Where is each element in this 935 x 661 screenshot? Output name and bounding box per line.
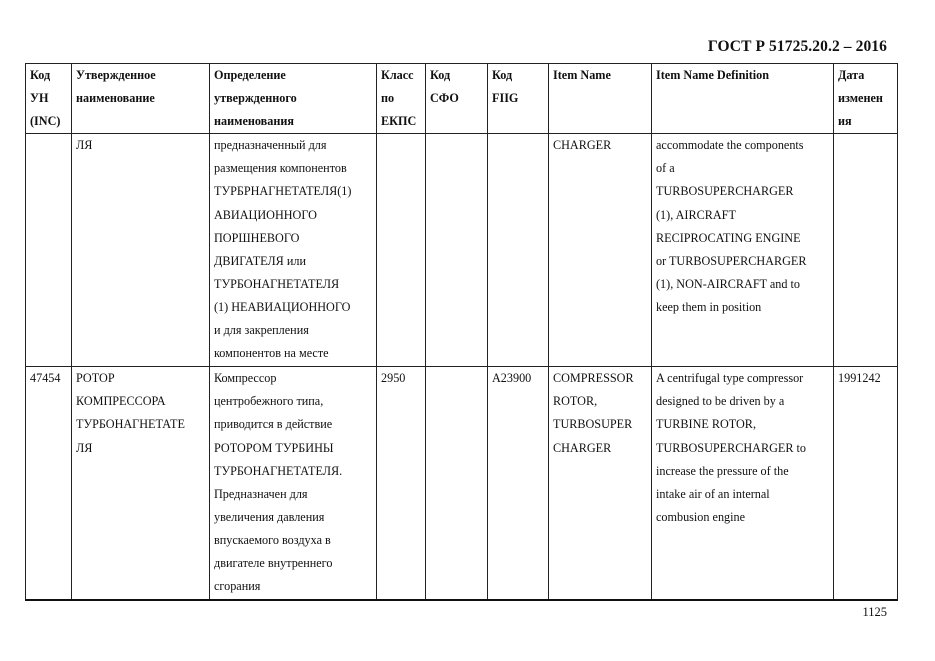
cell-line: RECIPROCATING ENGINE (656, 230, 801, 245)
column-header-ekps-class (377, 64, 426, 134)
cell-line: (1), NON-AIRCRAFT and to (656, 276, 800, 291)
cell-line: двигателе внутреннего (214, 556, 333, 571)
table-header-row (26, 64, 898, 134)
cell-line: ROTOR, (553, 394, 598, 409)
cell-line: 47454 (30, 371, 61, 386)
cell-line: combusion engine (656, 509, 746, 524)
column-header-line: Утвержденное (76, 68, 156, 82)
cell-line: и для закрепления (214, 323, 309, 338)
cell-line: TURBOSUPER (553, 417, 633, 432)
column-header-line: Код (30, 68, 51, 82)
cell-line: ТУРБОНАГНЕТАТЕЛЯ. (214, 463, 343, 478)
column-header-line: утвержденного (214, 91, 297, 106)
cell-line: of a (656, 161, 675, 176)
cell-line: CHARGER (553, 440, 612, 455)
cell-approved-name (72, 367, 210, 601)
column-header-line: Item Name Definition (656, 68, 770, 82)
cell-definition (210, 367, 377, 601)
cell-change-date (834, 134, 898, 367)
cell-item-name-definition (652, 367, 834, 601)
cell-ekps-class (377, 134, 426, 367)
cell-line: (1) НЕАВИАЦИОННОГО (214, 299, 351, 314)
column-header-line: ия (838, 114, 852, 129)
cell-line: 2950 (381, 371, 406, 386)
cell-fiig-code (488, 367, 549, 601)
cell-line: предназначенный для (214, 138, 327, 153)
cell-line: РОТОРОМ ТУРБИНЫ (214, 440, 334, 455)
column-header-line: Код (430, 68, 451, 82)
column-header-line: Класс (381, 68, 414, 82)
cell-line: размещения компонентов (214, 161, 347, 176)
column-header-change-date (834, 64, 898, 134)
cell-line: A23900 (492, 371, 532, 386)
column-header-sfo-code (426, 64, 488, 134)
column-header-item-name-definition (652, 64, 834, 134)
cell-line: компонентов на месте (214, 346, 329, 361)
cell-line: increase the pressure of the (656, 463, 789, 478)
column-header-line: (INC) (30, 114, 61, 129)
column-header-line: изменен (838, 91, 883, 106)
cell-line: ПОРШНЕВОГО (214, 230, 300, 245)
column-header-line: наименование (76, 91, 155, 106)
column-header-line: Код (492, 68, 513, 82)
cell-sfo-code (426, 367, 488, 601)
cell-approved-name (72, 134, 210, 367)
cell-line: A centrifugal type compressor (656, 371, 804, 386)
column-header-line: по (381, 91, 395, 106)
cell-fiig-code (488, 134, 549, 367)
table-row (26, 367, 898, 601)
column-header-line: УН (30, 91, 49, 106)
cell-line: accommodate the components (656, 138, 804, 153)
column-header-item-name (549, 64, 652, 134)
cell-line: ТУРБРНАГНЕТАТЕЛЯ(1) (214, 184, 352, 199)
cell-line: 1991242 (838, 371, 881, 386)
cell-line: (1), AIRCRAFT (656, 207, 736, 222)
cell-line: COMPRESSOR (553, 371, 634, 386)
cell-definition (210, 134, 377, 367)
cell-line: КОМПРЕССОРА (76, 394, 166, 409)
cell-line: ДВИГАТЕЛЯ или (214, 253, 306, 268)
column-header-line: ЕКПС (381, 114, 417, 129)
catalog-table (25, 63, 898, 601)
cell-line: ЛЯ (76, 440, 93, 455)
cell-line: Компрессор (214, 371, 277, 386)
cell-line: or TURBOSUPERCHARGER (656, 253, 807, 268)
table-row (26, 134, 898, 367)
cell-item-name-definition (652, 134, 834, 367)
column-header-definition (210, 64, 377, 134)
cell-line: приводится в действие (214, 417, 333, 432)
column-header-line: наименования (214, 114, 294, 129)
cell-line: увеличения давления (214, 509, 325, 524)
cell-line: ТУРБОНАГНЕТАТЕЛЯ (214, 276, 340, 291)
cell-inc-code (26, 367, 72, 601)
cell-line: РОТОР (76, 371, 115, 386)
cell-ekps-class (377, 367, 426, 601)
page-number: 1125 (862, 605, 887, 619)
cell-line: Предназначен для (214, 486, 308, 501)
column-header-line: Определение (214, 68, 286, 82)
cell-line: keep them in position (656, 299, 762, 314)
cell-line: сгорания (214, 579, 261, 594)
cell-inc-code (26, 134, 72, 367)
cell-line: АВИАЦИОННОГО (214, 207, 317, 222)
cell-line: TURBOSUPERCHARGER to (656, 440, 806, 455)
cell-sfo-code (426, 134, 488, 367)
cell-line: designed to be driven by a (656, 394, 785, 409)
column-header-line: FIIG (492, 91, 519, 106)
column-header-line: Item Name (553, 68, 611, 82)
cell-line: TURBOSUPERCHARGER (656, 184, 794, 199)
cell-line: CHARGER (553, 138, 612, 153)
column-header-line: Дата (838, 68, 865, 82)
cell-line: TURBINE ROTOR, (656, 417, 756, 432)
cell-line: впускаемого воздуха в (214, 532, 331, 547)
cell-line: ЛЯ (76, 138, 93, 153)
column-header-inc-code (26, 64, 72, 134)
cell-change-date (834, 367, 898, 601)
column-header-line: СФО (430, 91, 459, 106)
document-standard-title: ГОСТ Р 51725.20.2 – 2016 (707, 38, 887, 55)
column-header-approved-name (72, 64, 210, 134)
cell-line: ТУРБОНАГНЕТАТЕ (76, 417, 185, 432)
cell-line: центробежного типа, (214, 394, 324, 409)
cell-item-name (549, 134, 652, 367)
column-header-fiig-code (488, 64, 549, 134)
cell-line: intake air of an internal (656, 486, 770, 501)
cell-item-name (549, 367, 652, 601)
